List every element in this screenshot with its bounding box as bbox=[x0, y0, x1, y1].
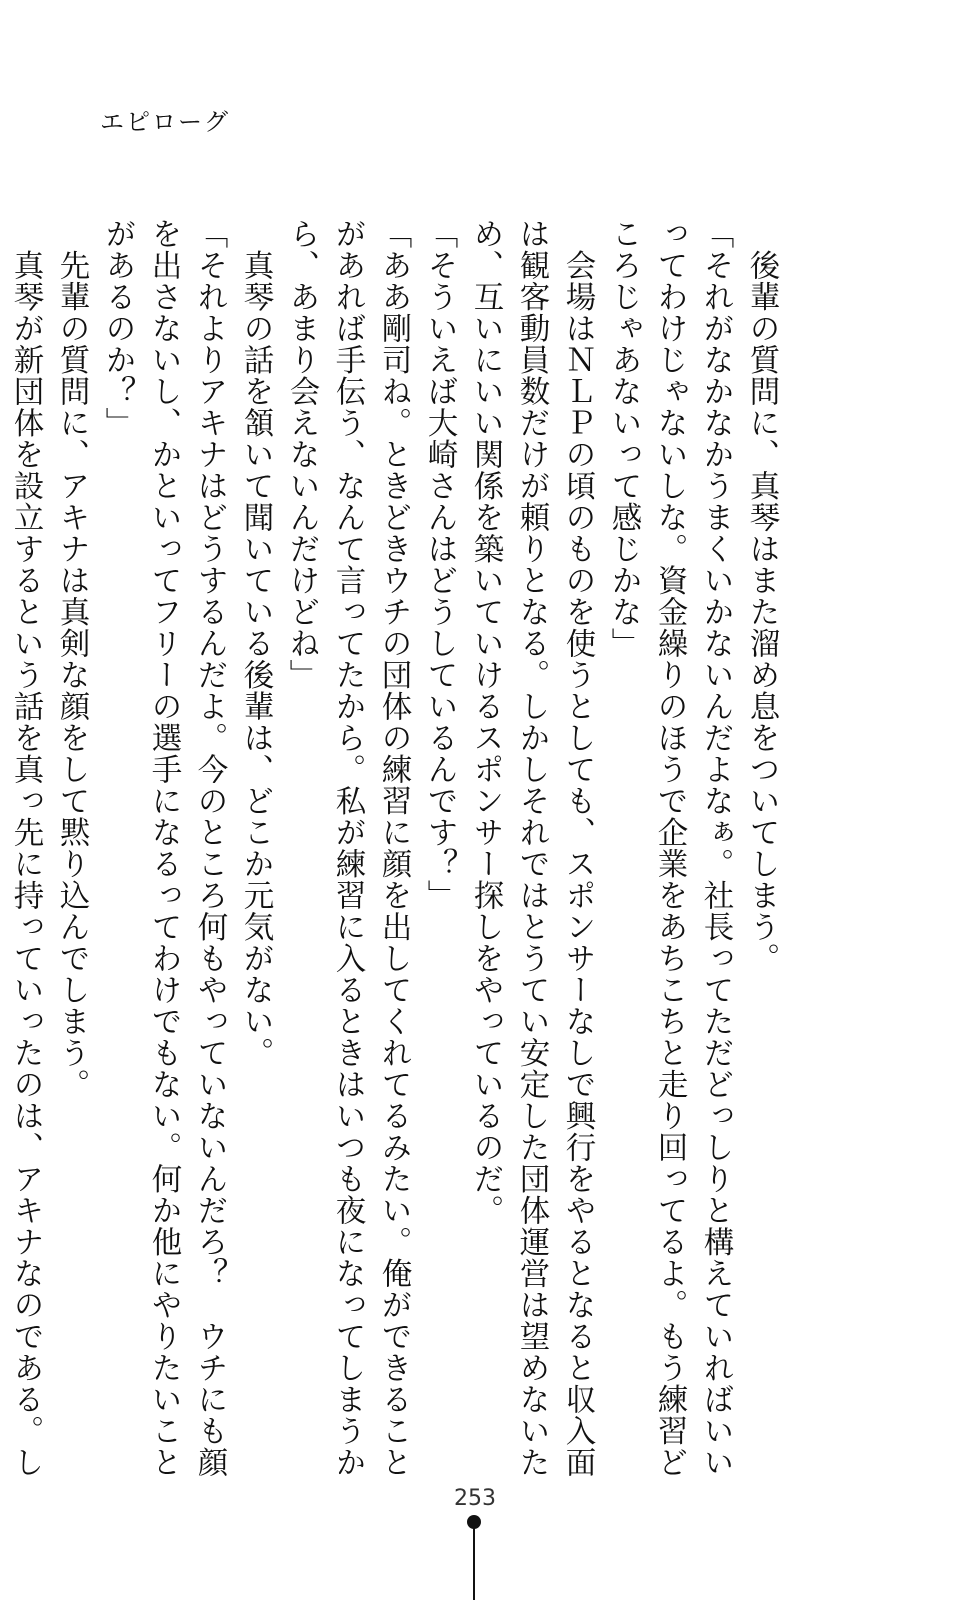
text-line: 真琴が新団体を設立するという話を真っ先に持っていったのは、アキナなのである。し bbox=[8, 218, 43, 1478]
text-line: ころじゃあないって感じかな」 bbox=[606, 218, 641, 659]
chapter-header: エピローグ bbox=[100, 108, 230, 136]
text-line: ってわけじゃないしな。資金繰りのほうで企業をあちこちと走り回ってるよ。もう練習ど bbox=[652, 218, 687, 1478]
text-line: ら、あまり会えないんだけどね」 bbox=[284, 218, 319, 691]
text-line: 後輩の質問に、真琴はまた溜め息をついてしまう。 bbox=[744, 218, 779, 974]
text-line: 「それがなかなかうまくいかないんだよなぁ。社長ってただどっしりと構えていればいい bbox=[698, 218, 733, 1478]
text-line: は観客動員数だけが頼りとなる。しかしそれではとうてい安定した団体運営は望めないた bbox=[514, 218, 549, 1478]
text-line: 真琴の話を頷いて聞いている後輩は、どこか元気がない。 bbox=[238, 218, 273, 1069]
text-line: があれば手伝う、なんて言ってたから。私が練習に入るときはいつも夜になってしまうか bbox=[330, 218, 365, 1478]
text-line: 会場はＮＬＰの頃のものを使うとしても、スポンサーなしで興行をやるとなると収入面 bbox=[560, 218, 595, 1478]
marker-stem bbox=[473, 1527, 475, 1600]
text-line: 「それよりアキナはどうするんだよ。今のところ何もやっていないんだろ？ ウチにも顔 bbox=[192, 218, 227, 1478]
page-number: 253 bbox=[454, 1486, 496, 1511]
text-line: があるのか？」 bbox=[100, 218, 135, 439]
page-marker-icon bbox=[467, 1515, 481, 1600]
text-line: を出さないし、かといってフリーの選手になるってわけでもない。何か他にやりたいこと bbox=[146, 218, 181, 1478]
text-line: 「そういえば大崎さんはどうしているんです？」 bbox=[422, 218, 457, 911]
text-line: 「ああ剛司ね。ときどきウチの団体の練習に顔を出してくれてるみたい。俺ができること bbox=[376, 218, 411, 1478]
text-line: め、互いにいい関係を築いていけるスポンサー探しをやっているのだ。 bbox=[468, 218, 503, 1226]
body-text bbox=[8, 218, 784, 1478]
text-line: 先輩の質問に、アキナは真剣な顔をして黙り込んでしまう。 bbox=[54, 218, 89, 1100]
